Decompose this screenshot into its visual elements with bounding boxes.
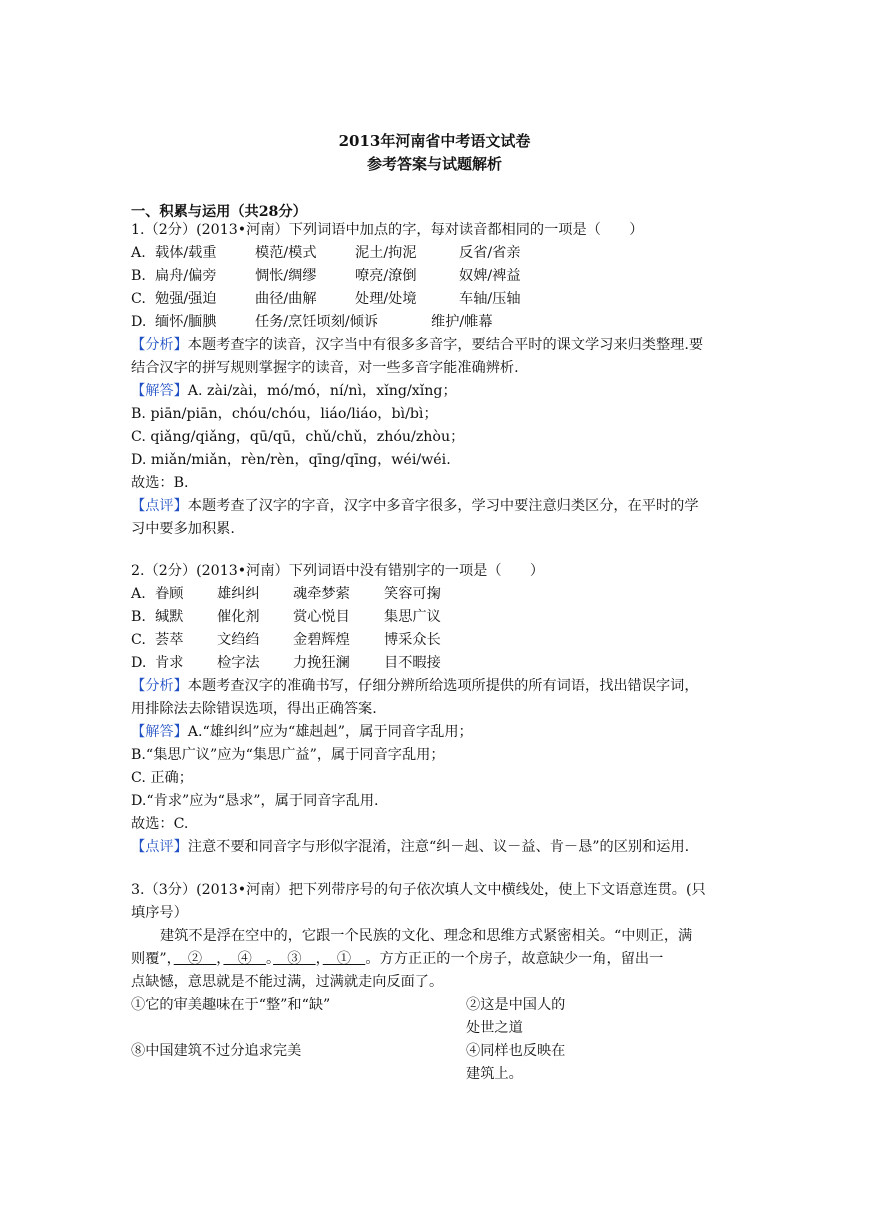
fill-blank-1: ② [173,951,217,967]
q2-answer-b: B.“集思广议”应为“集思广益”，属于同音字乱用； [131,747,445,763]
fill-blank-3: ③ [273,951,316,967]
option-word: 检字法 [217,655,260,671]
page-title: 2013年河南省中考语文试卷 [338,132,531,150]
option-label: B. [131,609,146,625]
q1-answer-c: C. qiǎng/qiǎng，qū/qū，chǔ/chǔ，zhóu/zhòu； [131,429,465,445]
q3-stem: 3.（3分）(2013•河南）把下列带序号的句子依次填人文中横线处，使上下文语意连贯。(只 [131,882,706,898]
option-word: 载体/载重 [155,245,217,261]
option-word: 催化剂 [217,609,260,625]
option-word: 车轴/压轴 [459,291,521,307]
q2-option-d [131,652,441,675]
q3-passage-line-1: 建筑不是浮在空中的，它跟一个民族的文化、理念和思维方式紧密相关。“中则正，满 [160,928,693,944]
q2-option-c [131,629,441,652]
answer-text: A.“雄纠纠”应为“雄赳赳”，属于同音字乱用； [187,724,473,740]
answer-text: A. zài/zài，mó/mó，ní/nì，xǐng/xǐng； [187,383,457,399]
option-word: 雄纠纠 [217,586,260,602]
option-word: 荟萃 [155,632,184,648]
passage-text: 则覆”， [131,951,174,967]
option-word: 惆怅/绸缪 [255,268,317,284]
option-word: 嘹亮/潦倒 [355,268,417,284]
option-word: 笑容可掬 [384,586,441,602]
q1-option-c [131,288,521,311]
option-label: A. [131,245,146,261]
option-word: 金碧辉煌 [293,632,350,648]
q1-answer [131,380,457,403]
q1-answer-b: B. piān/piān，chóu/chóu，liáo/liáo，bì/bì； [131,406,438,422]
answer-tag: 【解答】 [131,724,188,740]
q1-option-a [131,242,521,265]
option-word: 模范/模式 [255,245,317,261]
q1-analysis-cont: 结合汉字的拼写规则掌握字的读音，对一些多音字能准确辨析. [131,360,519,376]
option-word: 扁舟/偏旁 [155,268,217,284]
q1-analysis [131,334,703,357]
option-word: 集思广议 [384,609,441,625]
option-word: 文绉绉 [217,632,260,648]
option-word: 缄默 [155,609,184,625]
q3-sentence-4: ④同样也反映在 [466,1043,566,1059]
q2-stem: 2.（2分）(2013•河南）下列词语中没有错别字的一项是（ ） [131,563,545,579]
q2-option-a [131,583,441,606]
option-word: 缅怀/腼腆 [155,314,217,330]
q2-comment [131,836,689,859]
q2-answer-d: D.“肯求”应为“恳求”，属于同音字乱用. [131,793,379,809]
q2-option-b [131,606,441,629]
option-word: 泥土/拘泥 [355,245,417,261]
page-subtitle: 参考答案与试题解析 [366,155,502,173]
q3-stem-cont: 填序号） [131,905,188,921]
option-label: C. [131,632,146,648]
q3-passage-line-2 [131,948,663,971]
q2-analysis-cont: 用排除法去除错误选项，得出正确答案. [131,701,377,717]
option-word: 赏心悦目 [293,609,350,625]
option-label: D. [131,655,147,671]
option-word: 奴婢/裨益 [459,268,521,284]
option-word: 反省/省亲 [459,245,521,261]
q3-sentence-1: ①它的审美趣味在于“整”和“缺” [131,997,331,1013]
answer-tag: 【解答】 [131,383,188,399]
passage-text: 。方方正正的一个房子，故意缺少一角，留出一 [365,951,664,967]
q2-analysis [131,675,699,698]
option-word: 魂牵梦萦 [293,586,350,602]
option-label: D. [131,314,147,330]
comment-tag: 【点评】 [131,839,188,855]
q3-passage-line-3: 点缺憾，意思就是不能过满，过满就走向反面了。 [131,974,444,990]
option-label: A. [131,586,146,602]
q3-sentence-2-cont: 处世之道 [466,1020,523,1036]
option-word: 力挽狂澜 [293,655,350,671]
option-word: 处理/处境 [355,291,417,307]
analysis-text: 本题考查字的读音，汉字当中有很多多音字，要结合平时的课文学习来归类整理.要 [187,337,704,353]
option-word: 勉强/强迫 [155,291,217,307]
comment-text: 注意不要和同音字与形似字混淆，注意“纠－赳、议－益、肯－恳”的区别和运用. [187,839,690,855]
option-label: B. [131,268,146,284]
analysis-text: 本题考查汉字的准确书写，仔细分辨所给选项所提供的所有词语，找出错误字词， [187,678,699,694]
q3-sentence-3: ⑧中国建筑不过分追求完美 [131,1043,302,1059]
option-word: 目不暇接 [384,655,441,671]
q2-choice: 故选：C. [131,816,189,832]
q2-answer-c: C. 正确； [131,770,193,786]
option-word: 肯求 [155,655,184,671]
analysis-tag: 【分析】 [131,678,188,694]
fill-blank-2: ④ [223,951,266,967]
option-label: C. [131,291,146,307]
option-word: 任务/烹饪顷刻/倾诉 [255,314,379,330]
q1-option-b [131,265,521,288]
q1-comment-cont: 习中要多加积累. [131,521,235,537]
q1-comment [131,495,699,518]
fill-blank-4: ① [322,951,366,967]
comment-tag: 【点评】 [131,498,188,514]
passage-punct: 。 [265,951,274,967]
passage-punct: ， [216,951,224,967]
option-word: 曲径/曲解 [255,291,317,307]
q1-option-d [131,311,493,334]
q3-sentence-2: ②这是中国人的 [466,997,566,1013]
option-word: 博采众长 [384,632,441,648]
analysis-tag: 【分析】 [131,337,188,353]
comment-text: 本题考查了汉字的字音，汉字中多音字很多，学习中要注意归类区分，在平时的学 [187,498,699,514]
section-heading: 一、积累与运用（共28分） [131,204,307,220]
q3-sentence-4-cont: 建筑上。 [466,1066,523,1082]
q1-answer-d: D. miǎn/miǎn，rèn/rèn，qīng/qīng，wéi/wéi. [131,452,451,468]
q1-stem: 1.（2分）(2013•河南）下列词语中加点的字，每对读音都相同的一项是（ ） [131,222,644,238]
option-word: 眷顾 [155,586,184,602]
q2-answer [131,721,473,744]
option-word: 维护/帷幕 [431,314,493,330]
q1-choice: 故选：B. [131,475,189,491]
passage-punct: ， [315,951,323,967]
